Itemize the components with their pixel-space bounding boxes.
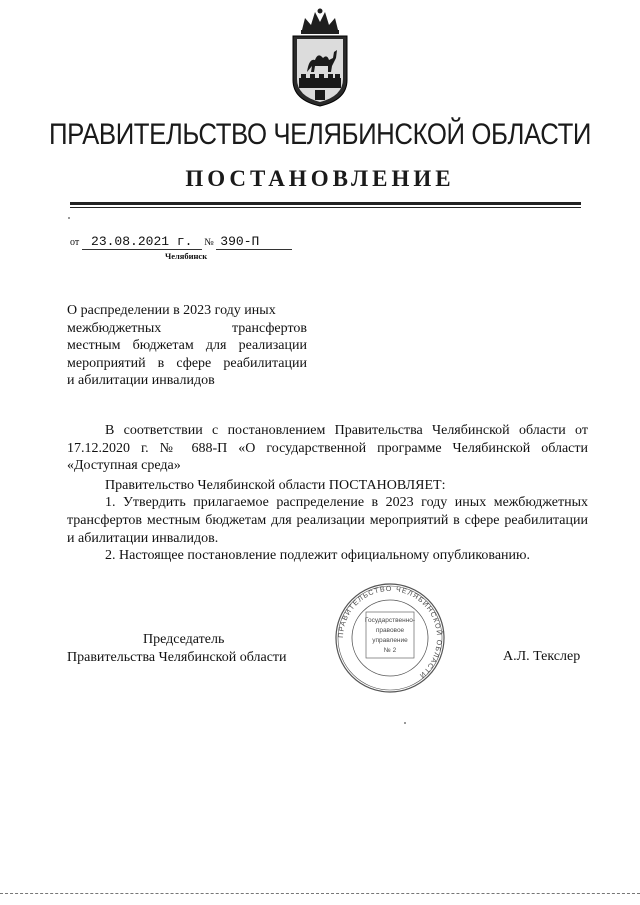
subject-line: местным бюджетам для реализации	[67, 338, 307, 353]
stamp-ring-text: ПРАВИТЕЛЬСТВО ЧЕЛЯБИНСКОЙ ОБЛАСТИ	[337, 585, 443, 680]
signer-name: А.Л. Текслер	[503, 649, 581, 664]
registration-line	[70, 234, 310, 250]
header-divider-thin	[70, 207, 581, 208]
item-paragraph-1: 1. Утвердить прилагаемое распределение в 2023 году иных межбюджетных трансфертов местным бюджетам для реализации мероприятий в сфере реабилитации и абилитации инвалидов.	[67, 495, 588, 546]
city-label: Челябинск	[165, 251, 208, 261]
subject-line: межбюджетных трансфертов	[67, 320, 307, 336]
document-number: 390-П	[216, 234, 292, 250]
header-divider-thick	[70, 202, 581, 205]
resolution-paragraph: Правительство Челябинской области ПОСТАНОВЛЯЕТ:	[105, 477, 446, 493]
stamp-inner-line-3: управление	[372, 637, 408, 644]
document-type-title: ПОСТАНОВЛЕНИЕ	[185, 166, 455, 191]
stamp-inner-line-1: Государственно-	[364, 617, 416, 624]
coat-of-arms-emblem	[285, 8, 355, 108]
document-date: 23.08.2021 г.	[82, 234, 202, 250]
subject-line: О распределении в 2023 году иных	[67, 303, 276, 318]
signer-title-line-1: Председатель	[143, 632, 225, 647]
number-prefix: №	[204, 237, 214, 248]
document-body	[67, 422, 588, 565]
signer-title	[67, 631, 317, 667]
stamp-inner-line-2: правовое	[375, 627, 405, 634]
document-subject	[67, 302, 307, 390]
preamble-paragraph: В соответствии с постановлением Правительства Челябинской области от 17.12.2020 г. № 688-П «О государственной программе Челябинской области «Доступная среда»	[67, 423, 588, 474]
scan-artifact	[68, 217, 70, 219]
signer-title-line-2: Правительства Челябинской области	[67, 650, 287, 665]
date-prefix: от	[70, 237, 80, 248]
subject-line: и абилитации инвалидов	[67, 373, 215, 388]
subject-line: мероприятий в сфере реабилитации	[67, 355, 307, 371]
official-seal-stamp	[332, 582, 448, 694]
page-bottom-edge	[0, 893, 640, 895]
item-paragraph-2: 2. Настоящее постановление подлежит официальному опубликованию.	[105, 548, 530, 564]
scan-artifact	[404, 722, 406, 724]
stamp-inner-line-4: № 2	[383, 647, 397, 654]
government-title: ПРАВИТЕЛЬСТВО ЧЕЛЯБИНСКОЙ ОБЛАСТИ	[48, 118, 592, 151]
